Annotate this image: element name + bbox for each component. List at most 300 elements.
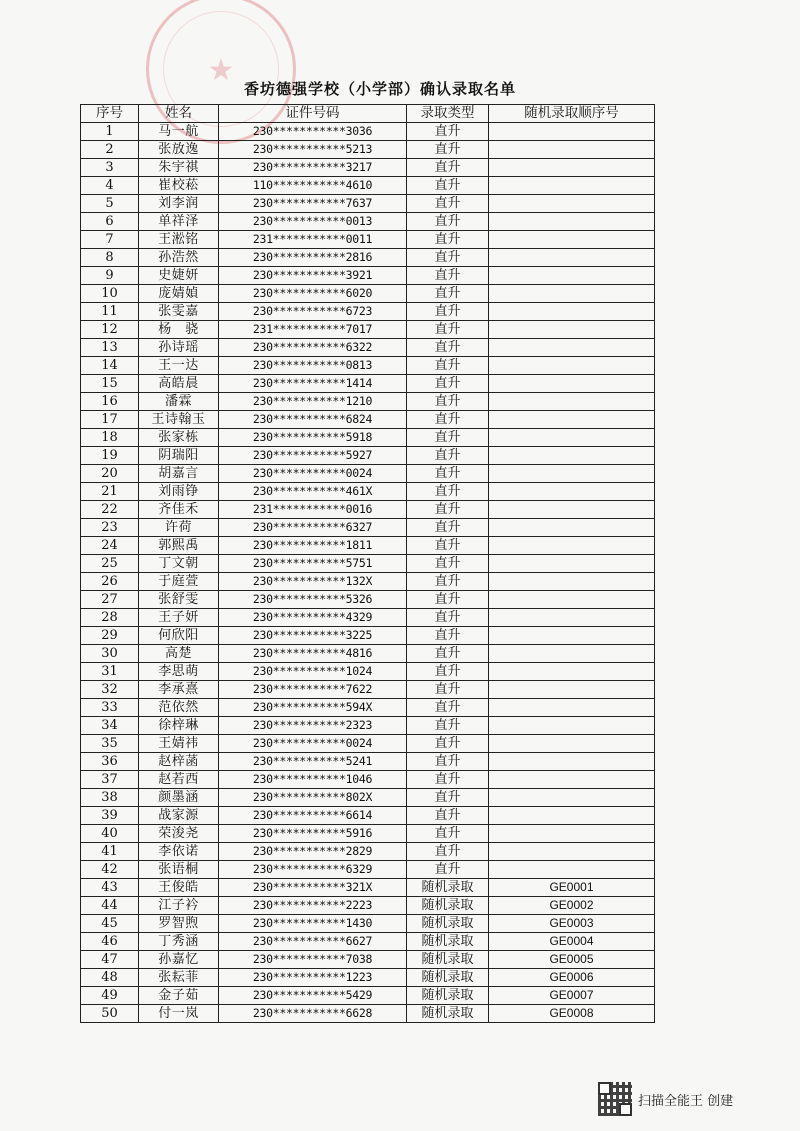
cell-random-order [489, 843, 655, 861]
cell-name: 王一达 [139, 357, 219, 375]
table-row [81, 789, 655, 807]
cell-random-order: GE0006 [489, 969, 655, 987]
cell-id-number: 230***********4816 [219, 645, 407, 663]
cell-admission-type: 直升 [407, 645, 489, 663]
cell-admission-type: 直升 [407, 843, 489, 861]
cell-id-number: 230***********3217 [219, 159, 407, 177]
table-row [81, 177, 655, 195]
cell-name: 张雯嘉 [139, 303, 219, 321]
cell-admission-type: 直升 [407, 753, 489, 771]
cell-id-number: 230***********3036 [219, 123, 407, 141]
cell-id-number: 230***********1223 [219, 969, 407, 987]
table-row [81, 375, 655, 393]
cell-index: 35 [81, 735, 139, 753]
cell-admission-type: 直升 [407, 627, 489, 645]
table-row [81, 267, 655, 285]
cell-admission-type: 直升 [407, 789, 489, 807]
cell-id-number: 230***********321X [219, 879, 407, 897]
cell-id-number: 230***********4329 [219, 609, 407, 627]
cell-admission-type: 直升 [407, 501, 489, 519]
cell-index: 26 [81, 573, 139, 591]
cell-id-number: 230***********132X [219, 573, 407, 591]
cell-name: 许荷 [139, 519, 219, 537]
cell-index: 11 [81, 303, 139, 321]
cell-random-order: GE0001 [489, 879, 655, 897]
table-header-row [81, 105, 655, 123]
cell-random-order [489, 267, 655, 285]
table-row [81, 663, 655, 681]
cell-index: 15 [81, 375, 139, 393]
cell-name: 李依诺 [139, 843, 219, 861]
header-admission-type: 录取类型 [407, 105, 489, 123]
cell-random-order [489, 213, 655, 231]
cell-random-order [489, 285, 655, 303]
table-row [81, 735, 655, 753]
cell-random-order [489, 537, 655, 555]
cell-admission-type: 直升 [407, 465, 489, 483]
cell-name: 庞婧媜 [139, 285, 219, 303]
cell-random-order [489, 573, 655, 591]
table-row [81, 321, 655, 339]
cell-index: 47 [81, 951, 139, 969]
cell-admission-type: 直升 [407, 195, 489, 213]
cell-index: 24 [81, 537, 139, 555]
cell-name: 李思萌 [139, 663, 219, 681]
cell-index: 17 [81, 411, 139, 429]
cell-index: 18 [81, 429, 139, 447]
cell-id-number: 230***********6824 [219, 411, 407, 429]
table-row [81, 771, 655, 789]
cell-id-number: 230***********2816 [219, 249, 407, 267]
cell-name: 张家栋 [139, 429, 219, 447]
cell-admission-type: 直升 [407, 681, 489, 699]
cell-name: 史婕妍 [139, 267, 219, 285]
cell-index: 44 [81, 897, 139, 915]
cell-random-order [489, 591, 655, 609]
cell-admission-type: 直升 [407, 267, 489, 285]
cell-id-number: 230***********5241 [219, 753, 407, 771]
cell-index: 46 [81, 933, 139, 951]
cell-id-number: 230***********5213 [219, 141, 407, 159]
cell-name: 王婧祎 [139, 735, 219, 753]
cell-index: 13 [81, 339, 139, 357]
cell-id-number: 230***********5326 [219, 591, 407, 609]
cell-random-order [489, 501, 655, 519]
cell-name: 郭熙禹 [139, 537, 219, 555]
cell-random-order [489, 141, 655, 159]
cell-name: 胡嘉言 [139, 465, 219, 483]
cell-index: 30 [81, 645, 139, 663]
cell-admission-type: 直升 [407, 771, 489, 789]
cell-id-number: 230***********3921 [219, 267, 407, 285]
cell-name: 丁秀涵 [139, 933, 219, 951]
cell-admission-type: 直升 [407, 573, 489, 591]
cell-name: 王俊皓 [139, 879, 219, 897]
table-row [81, 357, 655, 375]
cell-random-order [489, 861, 655, 879]
cell-index: 6 [81, 213, 139, 231]
cell-admission-type: 直升 [407, 357, 489, 375]
cell-admission-type: 直升 [407, 213, 489, 231]
cell-admission-type: 直升 [407, 699, 489, 717]
table-body [81, 123, 655, 1023]
cell-admission-type: 随机录取 [407, 879, 489, 897]
cell-random-order [489, 465, 655, 483]
cell-random-order [489, 339, 655, 357]
cell-id-number: 230***********6322 [219, 339, 407, 357]
cell-random-order: GE0007 [489, 987, 655, 1005]
cell-admission-type: 随机录取 [407, 969, 489, 987]
cell-admission-type: 直升 [407, 717, 489, 735]
cell-admission-type: 直升 [407, 393, 489, 411]
cell-index: 19 [81, 447, 139, 465]
cell-index: 25 [81, 555, 139, 573]
cell-name: 王淞铭 [139, 231, 219, 249]
cell-name: 徐梓琳 [139, 717, 219, 735]
cell-index: 12 [81, 321, 139, 339]
cell-name: 王子妍 [139, 609, 219, 627]
cell-admission-type: 直升 [407, 447, 489, 465]
cell-admission-type: 直升 [407, 537, 489, 555]
table-row [81, 807, 655, 825]
cell-id-number: 230***********1430 [219, 915, 407, 933]
cell-name: 刘李润 [139, 195, 219, 213]
cell-name: 荣浚尧 [139, 825, 219, 843]
table-row [81, 159, 655, 177]
cell-id-number: 230***********3225 [219, 627, 407, 645]
cell-admission-type: 直升 [407, 483, 489, 501]
cell-name: 张耘菲 [139, 969, 219, 987]
cell-id-number: 230***********0813 [219, 357, 407, 375]
table-row [81, 969, 655, 987]
cell-random-order [489, 807, 655, 825]
cell-admission-type: 直升 [407, 861, 489, 879]
cell-name: 李承熹 [139, 681, 219, 699]
cell-random-order [489, 375, 655, 393]
table-row [81, 555, 655, 573]
cell-random-order [489, 753, 655, 771]
cell-name: 范依然 [139, 699, 219, 717]
cell-admission-type: 直升 [407, 159, 489, 177]
header-index: 序号 [81, 105, 139, 123]
cell-admission-type: 直升 [407, 375, 489, 393]
cell-id-number: 230***********6723 [219, 303, 407, 321]
cell-admission-type: 直升 [407, 123, 489, 141]
cell-id-number: 230***********5429 [219, 987, 407, 1005]
cell-id-number: 230***********5918 [219, 429, 407, 447]
cell-name: 颜墨涵 [139, 789, 219, 807]
table-row [81, 519, 655, 537]
cell-admission-type: 直升 [407, 663, 489, 681]
cell-id-number: 230***********1210 [219, 393, 407, 411]
cell-id-number: 230***********1046 [219, 771, 407, 789]
cell-name: 潘霖 [139, 393, 219, 411]
cell-name: 赵梓菡 [139, 753, 219, 771]
cell-name: 罗智煦 [139, 915, 219, 933]
table-row [81, 465, 655, 483]
cell-admission-type: 随机录取 [407, 1005, 489, 1023]
cell-random-order [489, 681, 655, 699]
cell-name: 朱宇祺 [139, 159, 219, 177]
table-row [81, 699, 655, 717]
cell-random-order [489, 555, 655, 573]
cell-id-number: 230***********0024 [219, 735, 407, 753]
cell-index: 45 [81, 915, 139, 933]
cell-admission-type: 直升 [407, 735, 489, 753]
cell-random-order: GE0004 [489, 933, 655, 951]
cell-random-order [489, 483, 655, 501]
cell-random-order: GE0005 [489, 951, 655, 969]
cell-id-number: 230***********6627 [219, 933, 407, 951]
cell-id-number: 230***********2223 [219, 897, 407, 915]
cell-index: 49 [81, 987, 139, 1005]
cell-random-order [489, 303, 655, 321]
cell-id-number: 230***********1024 [219, 663, 407, 681]
cell-admission-type: 直升 [407, 555, 489, 573]
table-row [81, 879, 655, 897]
cell-admission-type: 随机录取 [407, 951, 489, 969]
header-id-number: 证件号码 [219, 105, 407, 123]
scanner-credit: 扫描全能王 创建 [638, 1093, 734, 1109]
table-row [81, 861, 655, 879]
cell-index: 8 [81, 249, 139, 267]
cell-admission-type: 直升 [407, 519, 489, 537]
table-row [81, 231, 655, 249]
table-row [81, 951, 655, 969]
cell-name: 齐佳禾 [139, 501, 219, 519]
cell-name: 金子茹 [139, 987, 219, 1005]
cell-index: 40 [81, 825, 139, 843]
cell-id-number: 230***********594X [219, 699, 407, 717]
cell-index: 50 [81, 1005, 139, 1023]
cell-admission-type: 随机录取 [407, 987, 489, 1005]
cell-index: 27 [81, 591, 139, 609]
cell-random-order [489, 393, 655, 411]
cell-id-number: 230***********6628 [219, 1005, 407, 1023]
cell-random-order [489, 123, 655, 141]
cell-name: 张放逸 [139, 141, 219, 159]
cell-random-order [489, 159, 655, 177]
cell-random-order: GE0003 [489, 915, 655, 933]
cell-index: 38 [81, 789, 139, 807]
cell-admission-type: 随机录取 [407, 933, 489, 951]
cell-admission-type: 直升 [407, 825, 489, 843]
cell-random-order [489, 771, 655, 789]
cell-id-number: 230***********6614 [219, 807, 407, 825]
cell-index: 48 [81, 969, 139, 987]
cell-admission-type: 直升 [407, 249, 489, 267]
table-row [81, 447, 655, 465]
table-row [81, 141, 655, 159]
cell-random-order: GE0008 [489, 1005, 655, 1023]
cell-random-order [489, 789, 655, 807]
cell-id-number: 230***********461X [219, 483, 407, 501]
cell-index: 10 [81, 285, 139, 303]
cell-random-order [489, 627, 655, 645]
table-row [81, 627, 655, 645]
cell-id-number: 230***********7038 [219, 951, 407, 969]
cell-id-number: 231***********0016 [219, 501, 407, 519]
cell-name: 张语桐 [139, 861, 219, 879]
cell-id-number: 230***********5927 [219, 447, 407, 465]
cell-id-number: 230***********7622 [219, 681, 407, 699]
cell-admission-type: 直升 [407, 177, 489, 195]
cell-index: 34 [81, 717, 139, 735]
cell-admission-type: 直升 [407, 609, 489, 627]
table-row [81, 1005, 655, 1023]
cell-index: 20 [81, 465, 139, 483]
cell-index: 32 [81, 681, 139, 699]
cell-random-order [489, 609, 655, 627]
cell-index: 41 [81, 843, 139, 861]
cell-random-order [489, 321, 655, 339]
cell-id-number: 230***********6327 [219, 519, 407, 537]
cell-name: 刘雨铮 [139, 483, 219, 501]
cell-name: 孙嘉忆 [139, 951, 219, 969]
cell-random-order [489, 825, 655, 843]
cell-index: 31 [81, 663, 139, 681]
document-title: 香坊德强学校（小学部）确认录取名单 [243, 80, 516, 98]
cell-admission-type: 随机录取 [407, 897, 489, 915]
cell-id-number: 231***********7017 [219, 321, 407, 339]
cell-index: 7 [81, 231, 139, 249]
cell-random-order [489, 177, 655, 195]
cell-id-number: 230***********0013 [219, 213, 407, 231]
table-row [81, 753, 655, 771]
cell-id-number: 230***********6329 [219, 861, 407, 879]
table-row [81, 339, 655, 357]
table-row [81, 915, 655, 933]
cell-name: 马一航 [139, 123, 219, 141]
table-row [81, 825, 655, 843]
table-row [81, 609, 655, 627]
cell-random-order [489, 249, 655, 267]
cell-index: 39 [81, 807, 139, 825]
cell-admission-type: 随机录取 [407, 915, 489, 933]
cell-admission-type: 直升 [407, 411, 489, 429]
cell-name: 高皓晨 [139, 375, 219, 393]
cell-random-order [489, 411, 655, 429]
cell-index: 3 [81, 159, 139, 177]
cell-random-order [489, 519, 655, 537]
cell-id-number: 231***********0011 [219, 231, 407, 249]
cell-name: 崔校菘 [139, 177, 219, 195]
cell-admission-type: 直升 [407, 429, 489, 447]
seal-star-icon: ★ [207, 53, 235, 88]
table-row [81, 987, 655, 1005]
cell-name: 赵若西 [139, 771, 219, 789]
cell-index: 37 [81, 771, 139, 789]
cell-index: 22 [81, 501, 139, 519]
cell-admission-type: 直升 [407, 303, 489, 321]
cell-name: 孙浩然 [139, 249, 219, 267]
cell-id-number: 230***********7637 [219, 195, 407, 213]
cell-admission-type: 直升 [407, 285, 489, 303]
cell-index: 2 [81, 141, 139, 159]
cell-name: 单祥泽 [139, 213, 219, 231]
table-row [81, 429, 655, 447]
cell-id-number: 230***********0024 [219, 465, 407, 483]
cell-admission-type: 直升 [407, 141, 489, 159]
table-row [81, 123, 655, 141]
cell-name: 丁文朝 [139, 555, 219, 573]
cell-admission-type: 直升 [407, 807, 489, 825]
cell-random-order [489, 735, 655, 753]
cell-index: 5 [81, 195, 139, 213]
table-row [81, 717, 655, 735]
cell-name: 江子衿 [139, 897, 219, 915]
cell-random-order [489, 447, 655, 465]
cell-name: 战家源 [139, 807, 219, 825]
cell-admission-type: 直升 [407, 321, 489, 339]
table-row [81, 483, 655, 501]
cell-random-order [489, 429, 655, 447]
table-row [81, 393, 655, 411]
cell-name: 于庭萱 [139, 573, 219, 591]
cell-index: 9 [81, 267, 139, 285]
cell-index: 36 [81, 753, 139, 771]
cell-id-number: 230***********6020 [219, 285, 407, 303]
cell-name: 杨 骁 [139, 321, 219, 339]
table-row [81, 411, 655, 429]
cell-name: 付一岚 [139, 1005, 219, 1023]
cell-name: 孙诗瑶 [139, 339, 219, 357]
cell-index: 1 [81, 123, 139, 141]
table-row [81, 249, 655, 267]
cell-id-number: 230***********1811 [219, 537, 407, 555]
cell-index: 21 [81, 483, 139, 501]
admission-table [80, 104, 655, 1023]
cell-index: 29 [81, 627, 139, 645]
cell-random-order: GE0002 [489, 897, 655, 915]
cell-random-order [489, 699, 655, 717]
table-row [81, 645, 655, 663]
table-row [81, 195, 655, 213]
cell-random-order [489, 717, 655, 735]
cell-random-order [489, 663, 655, 681]
cell-index: 16 [81, 393, 139, 411]
cell-id-number: 230***********1414 [219, 375, 407, 393]
header-name: 姓名 [139, 105, 219, 123]
cell-random-order [489, 231, 655, 249]
cell-name: 何欣阳 [139, 627, 219, 645]
table-row [81, 501, 655, 519]
cell-id-number: 230***********2323 [219, 717, 407, 735]
cell-id-number: 230***********5916 [219, 825, 407, 843]
cell-name: 张舒雯 [139, 591, 219, 609]
cell-name: 王诗翰玉 [139, 411, 219, 429]
table-row [81, 303, 655, 321]
cell-index: 42 [81, 861, 139, 879]
cell-random-order [489, 195, 655, 213]
cell-admission-type: 直升 [407, 591, 489, 609]
cell-random-order [489, 357, 655, 375]
cell-index: 43 [81, 879, 139, 897]
table-row [81, 573, 655, 591]
cell-index: 14 [81, 357, 139, 375]
header-random-order: 随机录取顺序号 [489, 105, 655, 123]
cell-name: 高楚 [139, 645, 219, 663]
table-row [81, 537, 655, 555]
cell-id-number: 230***********802X [219, 789, 407, 807]
cell-index: 33 [81, 699, 139, 717]
cell-index: 23 [81, 519, 139, 537]
table-row [81, 843, 655, 861]
cell-id-number: 110***********4610 [219, 177, 407, 195]
table-row [81, 897, 655, 915]
cell-admission-type: 直升 [407, 339, 489, 357]
table-row [81, 933, 655, 951]
